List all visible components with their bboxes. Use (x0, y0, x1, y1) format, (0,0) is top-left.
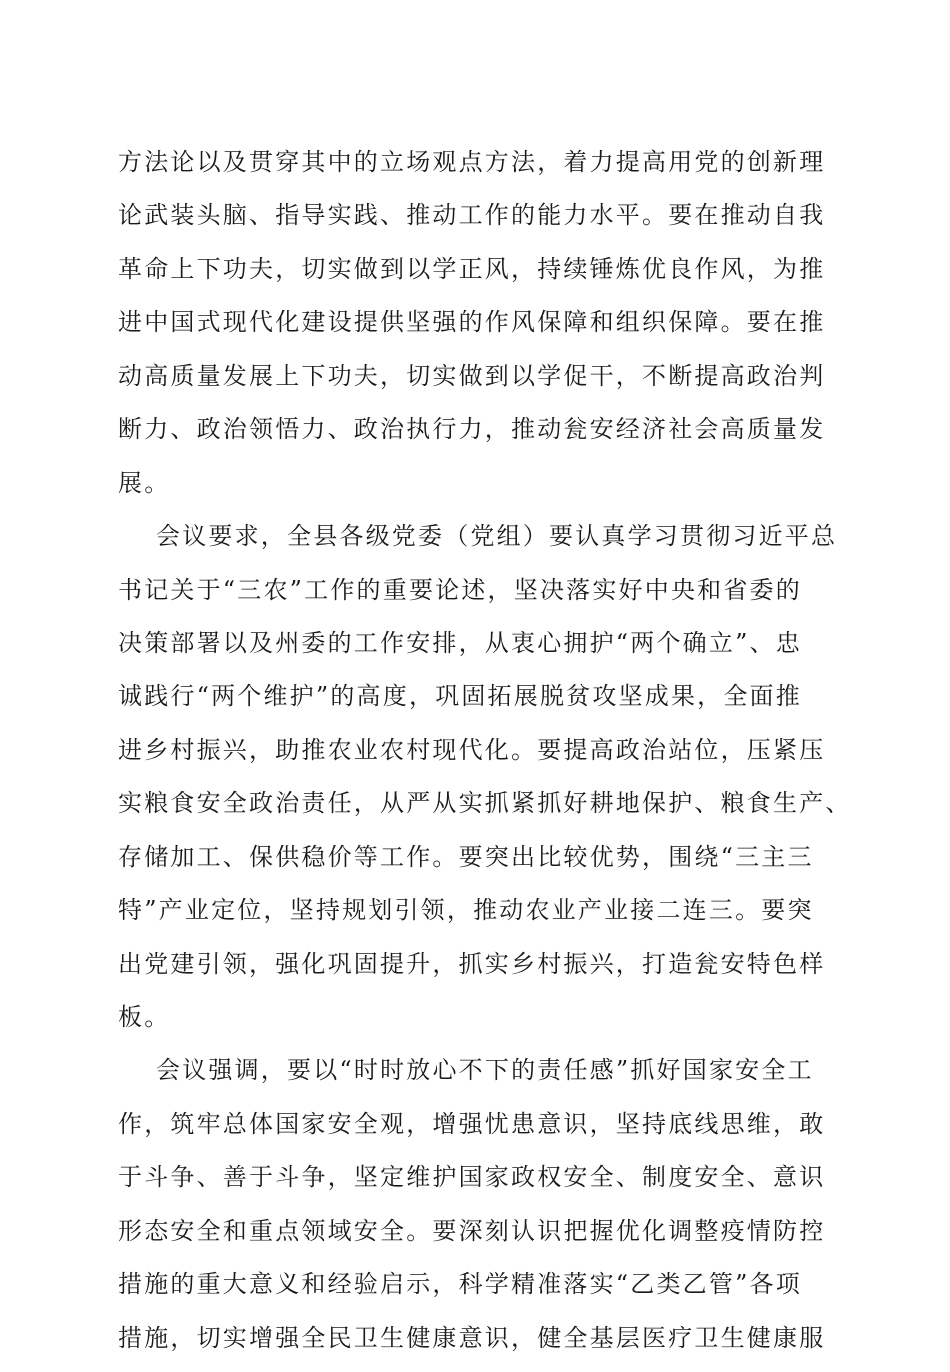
text-line: 于斗争、善于斗争，坚定维护国家政权安全、制度安全、意识 (118, 1163, 826, 1192)
text-line: 实粮食安全政治责任，从严从实抓紧抓好耕地保护、粮食生产、 (118, 789, 852, 818)
paragraph-1 (118, 143, 828, 502)
text-line: 会议要求，全县各级党委（党组）要认真学习贯彻习近平总 (156, 522, 838, 551)
text-line: 特”产业定位，坚持规划引领，推动农业产业接二连三。要突 (118, 896, 814, 925)
text-line: 展。 (118, 468, 171, 497)
text-line: 诚践行“两个维护”的高度，巩固拓展脱贫攻坚成果，全面推 (118, 682, 802, 711)
text-line: 进乡村振兴，助推农业农村现代化。要提高政治站位，压紧压 (118, 735, 826, 764)
text-line: 动高质量发展上下功夫，切实做到以学促干，不断提高政治判 (118, 361, 826, 390)
text-line: 决策部署以及州委的工作安排，从衷心拥护“两个确立”、忠 (118, 628, 802, 657)
text-line: 出党建引领，强化巩固提升，抓实乡村振兴，打造瓮安特色样 (118, 949, 826, 978)
text-line: 方法论以及贯穿其中的立场观点方法，着力提高用党的创新理 (118, 148, 826, 176)
text-line: 作，筑牢总体国家安全观，增强忧患意识，坚持底线思维，敢 (118, 1109, 826, 1138)
text-line: 革命上下功夫，切实做到以学正风，持续锤炼优良作风，为推 (118, 254, 826, 283)
text-line: 存储加工、保供稳价等工作。要突出比较优势，围绕“三主三 (118, 842, 814, 871)
text-line: 会议强调，要以“时时放心不下的责任感”抓好国家安全工 (156, 1056, 814, 1085)
document-body (118, 143, 852, 1372)
text-line: 板。 (118, 1003, 171, 1031)
text-line: 进中国式现代化建设提供坚强的作风保障和组织保障。要在推 (118, 308, 826, 337)
text-line: 论武装头脑、指导实践、推动工作的能力水平。要在推动自我 (118, 201, 826, 230)
paragraph-3 (118, 1051, 828, 1356)
text-line: 措施的重大意义和经验启示，科学精准落实“乙类乙管”各项 (118, 1270, 802, 1299)
text-line: 书记关于“三农”工作的重要论述，坚决落实好中央和省委的 (118, 575, 802, 604)
text-line: 措施，切实增强全民卫生健康意识，健全基层医疗卫生健康服 (118, 1323, 826, 1352)
text-line: 断力、政治领悟力、政治执行力，推动瓮安经济社会高质量发 (118, 415, 826, 444)
paragraph-2 (118, 517, 852, 1036)
text-line: 形态安全和重点领域安全。要深刻认识把握优化调整疫情防控 (118, 1216, 826, 1245)
